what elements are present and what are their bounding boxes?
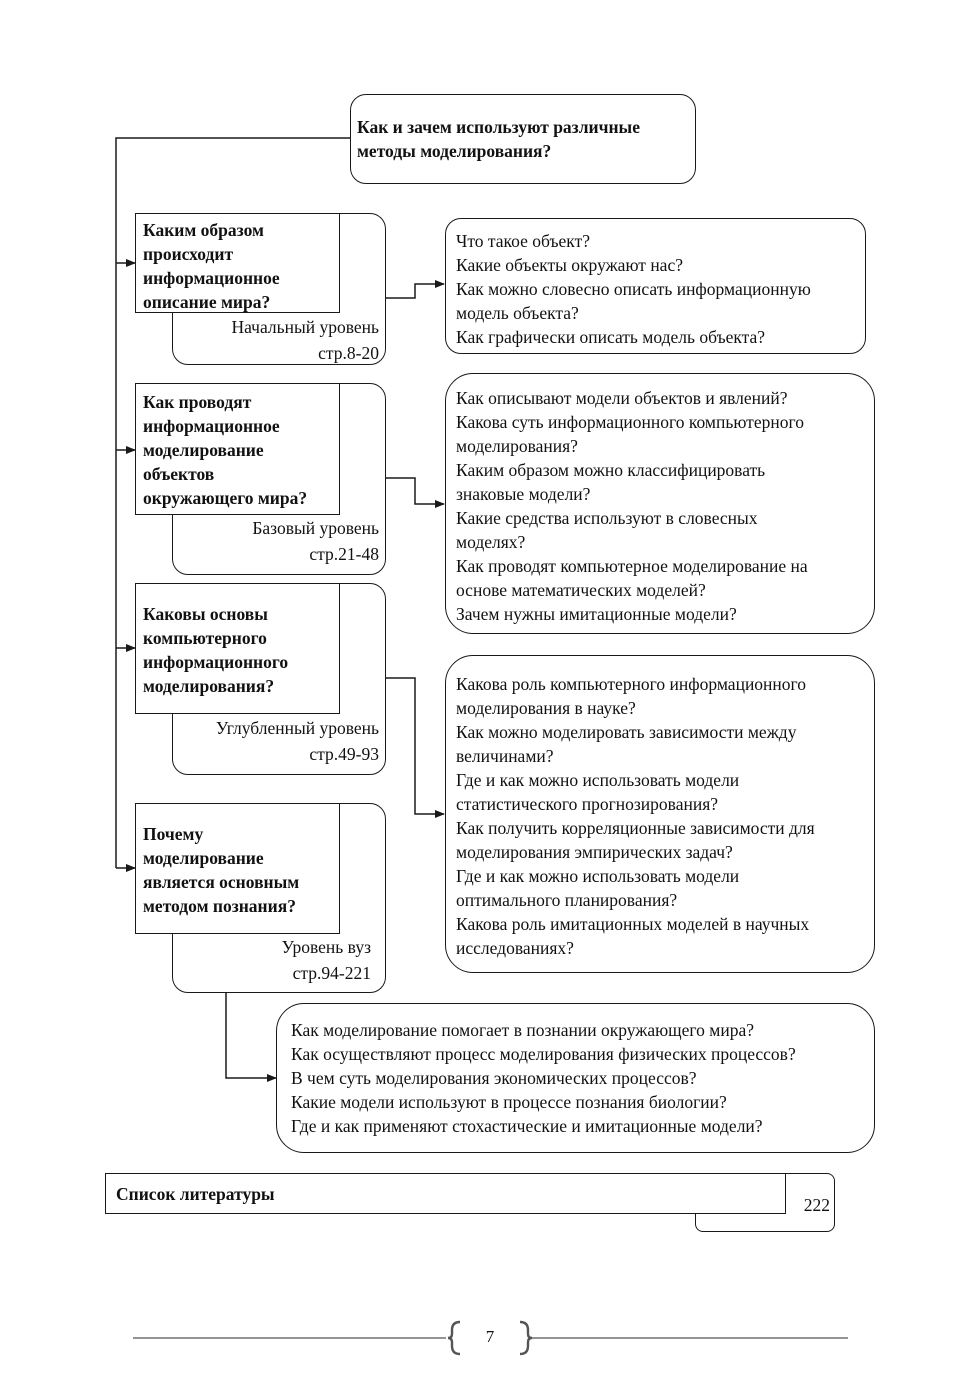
section-2-level-name: Базовый уровень (252, 518, 379, 538)
references-page: 222 (803, 1195, 830, 1215)
question: Какова суть информационного компьютерного моделирования? (456, 412, 804, 456)
title-text: Как и зачем используют различные методы моделирования? (357, 117, 640, 161)
question: Какие объекты окружают нас? (456, 255, 683, 275)
page-number: 7 (485, 1327, 495, 1346)
question: Как моделирование помогает в познании окружающего мира? (291, 1020, 755, 1040)
question: Где и как применяют стохастические и имитационные модели? (291, 1116, 763, 1136)
question: Какие средства используют в словесных моделях? (456, 508, 758, 552)
question: Какие модели используют в процессе познания биологии? (291, 1092, 727, 1112)
section-3-pages: стр.49-93 (309, 744, 379, 764)
section-3-level-name: Углубленный уровень (215, 718, 379, 738)
section-1-pages: стр.8-20 (318, 343, 379, 363)
section-4-heading: Почему моделирование является основным методом познания? (143, 824, 300, 916)
section-2-pages: стр.21-48 (309, 544, 379, 564)
question: Каким образом можно классифицировать знаковые модели? (456, 460, 766, 504)
question: Как получить корреляционные зависимости для моделирования эмпирических задач? (456, 818, 815, 862)
question: Где и как можно использовать модели статистического прогнозирования? (456, 770, 740, 814)
question: Как графически описать модель объекта? (456, 327, 766, 347)
question: Какова роль компьютерного информационного моделирования в науке? (456, 674, 807, 718)
section-2-heading: Как проводят информационное моделирование объектов окружающего мира? (143, 392, 308, 508)
question: Как можно моделировать зависимости между величинами? (456, 722, 797, 766)
references-label: Список литературы (116, 1184, 275, 1204)
section-3-heading: Каковы основы компьютерного информационного моделирования? (143, 604, 289, 696)
question: В чем суть моделирования экономических процессов? (291, 1068, 697, 1088)
question: Какова роль имитационных моделей в научных исследованиях? (456, 914, 810, 958)
section-4-level-name: Уровень вуз (281, 937, 371, 957)
question: Где и как можно использовать модели оптимального планирования? (456, 866, 740, 910)
question: Как проводят компьютерное моделирование на основе математических моделей? (456, 556, 808, 600)
question: Что такое объект? (456, 231, 590, 251)
section-1-heading: Каким образом происходит информационное описание мира? (143, 220, 280, 312)
question: Как описывают модели объектов и явлений? (456, 388, 788, 408)
section-1-level-name: Начальный уровень (231, 317, 379, 337)
question: Зачем нужны имитационные модели? (456, 604, 737, 624)
section-4-pages: стр.94-221 (292, 963, 371, 983)
question: Как осуществляют процесс моделирования физических процессов? (291, 1044, 796, 1064)
question: Как можно словесно описать информационную модель объекта? (456, 279, 811, 323)
